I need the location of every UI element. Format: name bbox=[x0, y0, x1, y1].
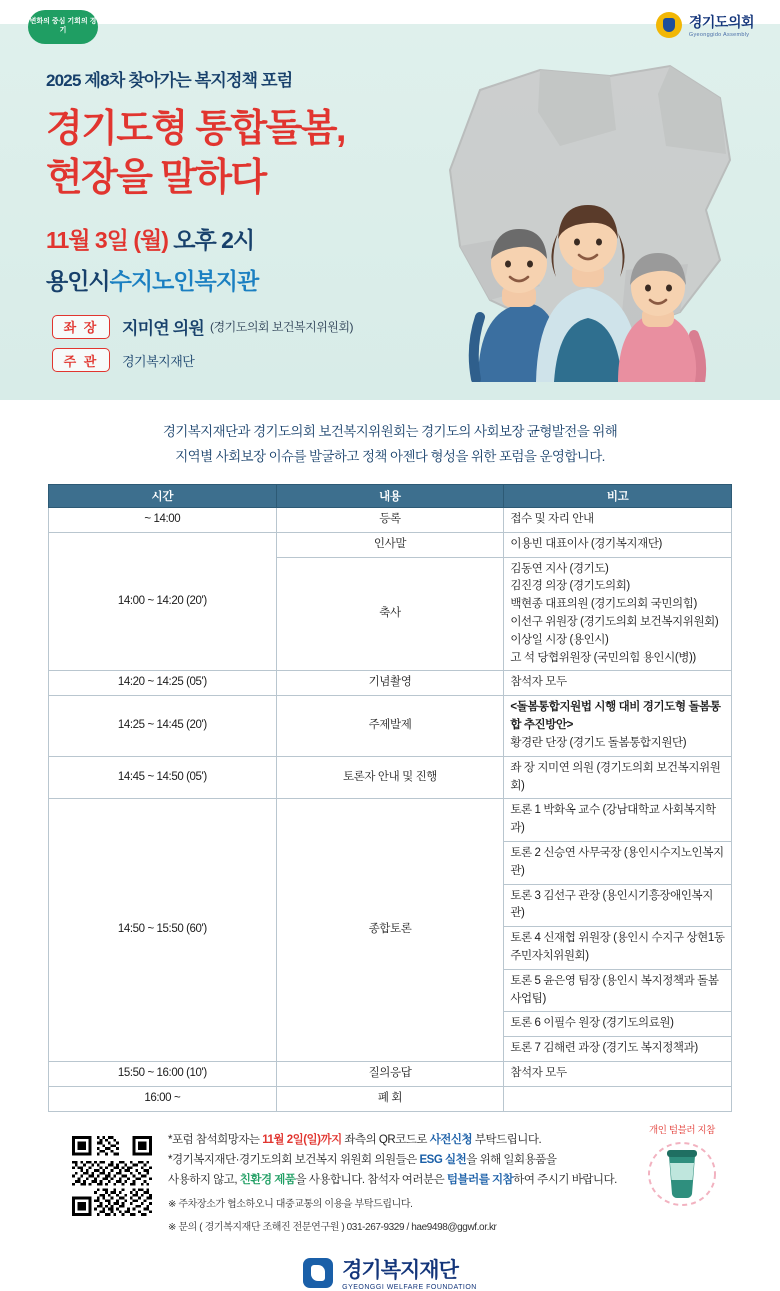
chair-tag: 좌 장 bbox=[52, 315, 110, 339]
cell-note: 토론 2 신승연 사무국장 (용인시수지노인복지관) bbox=[504, 841, 732, 884]
foundation-name: 경기복지재단 bbox=[342, 1259, 458, 1283]
chair-name: 지미연 의원 bbox=[122, 319, 205, 338]
assembly-logo-title: 경기도의회 bbox=[688, 14, 754, 30]
intro-line-1: 경기복지재단과 경기도의회 보건복지위원회는 경기도의 사회보장 균형발전을 위해 bbox=[162, 424, 618, 439]
cell-note: 토론 1 박화옥 교수 (강남대학교 사회복지학과) bbox=[504, 799, 732, 842]
table-row bbox=[49, 696, 732, 756]
qr-code[interactable] bbox=[72, 1136, 152, 1216]
note-line: 이상일 시장 (용인시) bbox=[510, 633, 609, 646]
cell-time: ~ 14:00 bbox=[49, 507, 277, 532]
event-datetime bbox=[46, 222, 486, 255]
note2-pre: *경기복지재단·경기도의회 보건복지 위원회 의원들은 bbox=[168, 1153, 420, 1166]
table-row bbox=[49, 1086, 732, 1111]
note-line: 이선구 위원장 (경기도의회 보건복지위원회) bbox=[510, 616, 719, 628]
cell-time: 16:00 ~ bbox=[49, 1086, 277, 1111]
note-line: 황경란 단장 (경기도 돌봄통합지원단) bbox=[510, 736, 687, 749]
assembly-mark-icon bbox=[656, 12, 682, 38]
venue-city: 용인시 bbox=[46, 267, 110, 294]
gyeonggi-province-logo bbox=[28, 10, 102, 48]
hero-text-block bbox=[46, 66, 486, 296]
note3-post: 하여 주시기 바랍니다. bbox=[513, 1173, 617, 1186]
note2-esg: ESG 실천 bbox=[419, 1153, 467, 1166]
cell-time: 15:50 ~ 16:00 (10') bbox=[49, 1062, 277, 1087]
cell-section: 토론자 안내 및 진행 bbox=[276, 756, 504, 799]
cell-time: 14:45 ~ 14:50 (05') bbox=[49, 756, 277, 799]
cell-time: 14:00 ~ 14:20 (20') bbox=[49, 532, 277, 671]
table-header-row bbox=[49, 484, 732, 507]
foundation-logo bbox=[48, 1254, 732, 1291]
table-row bbox=[49, 507, 732, 532]
note1-mid: 좌측의 QR코드로 bbox=[341, 1133, 430, 1146]
cell-note: 좌 장 지미연 의원 (경기도의회 보건복지위원회) bbox=[504, 756, 732, 799]
note3-mid: 을 사용합니다. 참석자 여러분은 bbox=[295, 1173, 447, 1186]
cell-note: 토론 3 김선구 관장 (용인시기흥장애인복지관) bbox=[504, 884, 732, 927]
poster-title-line2: 현장을 말하다 bbox=[46, 157, 266, 200]
note3-pre: 사용하지 않고, bbox=[168, 1173, 240, 1186]
cell-note: 토론 4 신재협 위원장 (용인시 수지구 상현1동 주민자치위원회) bbox=[504, 927, 732, 970]
event-time: 오후 2시 bbox=[167, 226, 255, 253]
cell-note: 참석자 모두 bbox=[504, 1062, 732, 1087]
event-venue bbox=[46, 263, 486, 296]
tumbler-icon bbox=[647, 1136, 717, 1208]
cell-note: 이용빈 대표이사 (경기복지재단) bbox=[504, 532, 732, 557]
meta-rows bbox=[52, 314, 353, 381]
host-name: 경기복지재단 bbox=[122, 353, 195, 369]
assembly-logo bbox=[656, 12, 754, 38]
col-notes: 비고 bbox=[504, 484, 732, 507]
table-row bbox=[49, 671, 732, 696]
intro-paragraph bbox=[0, 420, 780, 470]
logo-left-label: 변화의 중심 기회의 경기 bbox=[28, 10, 98, 44]
chair-row bbox=[52, 314, 353, 339]
col-content: 내용 bbox=[276, 484, 504, 507]
tumbler-caption: 개인 텀블러 지참 bbox=[649, 1124, 715, 1136]
three-people-illustration bbox=[458, 167, 718, 382]
assembly-logo-subtitle: Gyeonggido Assembly bbox=[688, 32, 750, 38]
cell-note: 토론 7 김해련 과장 (경기도 복지정책과) bbox=[504, 1037, 732, 1062]
chair-affiliation: (경기도의회 보건복지위원회) bbox=[210, 320, 353, 334]
note-line: 고 석 당협위원장 (국민의힘 용인시(병)) bbox=[510, 651, 696, 664]
cell-section: 기념촬영 bbox=[276, 671, 504, 696]
cell-section: 인사말 bbox=[276, 532, 504, 557]
hero-banner bbox=[0, 0, 780, 400]
note-line: 김진경 의장 (경기도의회) bbox=[510, 580, 630, 593]
event-date: 11월 3일 (월) bbox=[46, 226, 168, 253]
cell-section: 질의응답 bbox=[276, 1062, 504, 1087]
agenda-table-wrap bbox=[0, 470, 780, 1112]
cell-note bbox=[504, 557, 732, 671]
tumbler-illustration-block bbox=[636, 1122, 728, 1213]
note-line-bold: <돌봄통합지원법 시행 대비 경기도형 돌봄통합 추진방안> bbox=[510, 701, 721, 732]
foundation-mark-icon bbox=[303, 1258, 333, 1288]
poster-title-line1: 경기도형 통합돌봄, bbox=[46, 108, 345, 150]
col-time: 시간 bbox=[49, 484, 277, 507]
cell-time: 14:20 ~ 14:25 (05') bbox=[49, 671, 277, 696]
table-row bbox=[49, 532, 732, 557]
cell-note: 토론 6 이필수 원장 (경기도의료원) bbox=[504, 1012, 732, 1037]
footer-section bbox=[0, 1112, 780, 1291]
table-row bbox=[49, 756, 732, 799]
table-row bbox=[49, 799, 732, 842]
note3-eco: 친환경 제품 bbox=[239, 1173, 296, 1186]
table-row bbox=[49, 1062, 732, 1087]
cell-section: 등록 bbox=[276, 507, 504, 532]
cell-section: 폐 회 bbox=[276, 1086, 504, 1111]
cell-section: 종합토론 bbox=[276, 799, 504, 1062]
note1-pre: *포럼 참석희망자는 bbox=[168, 1133, 263, 1146]
note-line: 백현종 대표의원 (경기도의회 국민의힘) bbox=[510, 598, 697, 611]
intro-line-2: 지역별 사회보장 이슈를 발굴하고 정책 아젠다 형성을 위한 포럼을 운영합니다. bbox=[175, 448, 605, 464]
cell-note bbox=[504, 696, 732, 756]
note1-preregister: 사전신청 bbox=[429, 1133, 473, 1146]
cell-time: 14:50 ~ 15:50 (60') bbox=[49, 799, 277, 1062]
note2-post: 을 위해 일회용품을 bbox=[466, 1153, 557, 1166]
note1-post: 부탁드립니다. bbox=[472, 1133, 542, 1146]
cell-section: 주제발제 bbox=[276, 696, 504, 756]
host-row bbox=[52, 348, 353, 372]
venue-name: 수지노인복지관 bbox=[109, 267, 259, 294]
cell-time: 14:25 ~ 14:45 (20') bbox=[49, 696, 277, 756]
foundation-name-en: GYEONGGI WELFARE FOUNDATION bbox=[342, 1284, 477, 1291]
cell-note: 참석자 모두 bbox=[504, 671, 732, 696]
cell-note bbox=[504, 1086, 732, 1111]
note-parking: ※ 주차장소가 협소하오니 대중교통의 이용을 부탁드립니다. bbox=[168, 1199, 413, 1211]
note1-deadline: 11월 2일(일)까지 bbox=[262, 1133, 342, 1146]
forum-kicker: 2025 제8차 찾아가는 복지정책 포럼 bbox=[46, 71, 293, 90]
cell-section: 축사 bbox=[276, 557, 504, 671]
agenda-table bbox=[48, 484, 732, 1112]
note-contact: ※ 문의 ( 경기복지재단 조해진 전문연구원 ) 031-267-9329 / hae9498@ggwf.or.kr bbox=[168, 1222, 497, 1234]
cell-note: 토론 5 윤은영 팀장 (용인시 복지정책과 돌봄사업팀) bbox=[504, 969, 732, 1012]
note-line: 김동연 지사 (경기도) bbox=[510, 562, 609, 575]
note3-tumbler: 텀블러를 지참 bbox=[446, 1173, 514, 1186]
host-tag: 주 관 bbox=[52, 348, 110, 372]
cell-note: 접수 및 자리 안내 bbox=[504, 507, 732, 532]
